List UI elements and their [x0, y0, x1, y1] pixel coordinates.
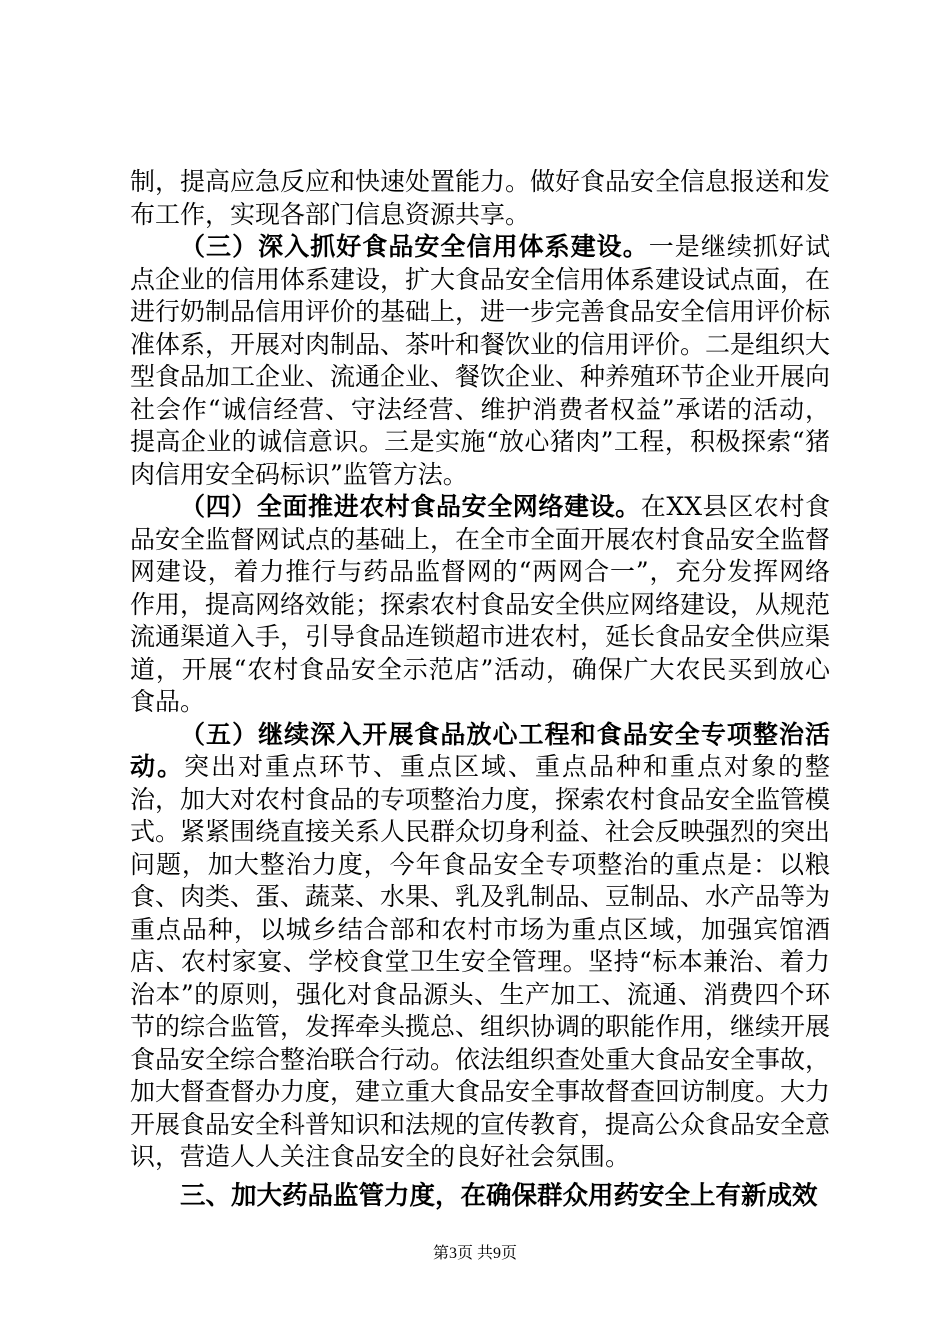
- document-body: [130, 166, 830, 1218]
- paragraph-text: 在XX县区农村食品安全监督网试点的基础上，在全市全面开展农村食品安全监督网建设，着力推行与药品监督网的“两网合一”，充分发挥网络作用，提高网络效能；探索农村食品安全供应网络建设，从规范流通渠道入手，引导食品连锁超市进农村，延长食品安全供应渠道，开展“农村食品安全示范店”活动，确保广大农民买到放心食品。: [130, 492, 831, 716]
- paragraph-text: 突出对重点环节、重点区域、重点品种和重点对象的整治，加大对农村食品的专项整治力度，探索农村食品安全监管模式。紧紧围绕直接关系人民群众切身利益、社会反映强烈的突出问题，加大整治力度，今年食品安全专项整治的重点是：以粮食、肉类、蛋、蔬菜、水果、乳及乳制品、豆制品、水产品等为重点品种，以城乡结合部和农村市场为重点区域，加强宾馆酒店、农村家宴、学校食堂卫生安全管理。坚持“标本兼治、着力治本”的原则，强化对食品源头、生产加工、流通、消费四个环节的综合监管，发挥牵头揽总、组织协调的职能作用，继续开展食品安全综合整治联合行动。依法组织查处重大食品安全事故，加大督查督办力度，建立重大食品安全事故督查回访制度。大力开展食品安全科普知识和法规的宣传教育，提高公众食品安全意识，营造人人关注食品安全的良好社会氛围。: [130, 752, 831, 1171]
- paragraph-lead: （三）深入抓好食品安全信用体系建设。: [180, 232, 649, 261]
- paragraph-rural-network: [130, 491, 830, 719]
- paragraph-text: 一是继续抓好试点企业的信用体系建设，扩大食品安全信用体系建设试点面，在进行奶制品信用评价的基础上，进一步完善食品安全信用评价标准体系，开展对肉制品、茶叶和餐饮业的信用评价。二是组织大型食品加工企业、流通企业、餐饮企业、种养殖环节企业开展向社会作“诚信经营、守法经营、维护消费者权益”承诺的活动，提高企业的诚信意识。三是实施“放心猪肉”工程，积极探索“猪肉信用安全码标识”监管方法。: [130, 232, 831, 489]
- paragraph-credit-system: [130, 231, 830, 491]
- paragraph-continuation: [130, 166, 830, 231]
- paragraph-text: 制，提高应急反应和快速处置能力。做好食品安全信息报送和发布工作，实现各部门信息资源共享。: [130, 167, 831, 229]
- paragraph-lead: （四）全面推进农村食品安全网络建设。: [180, 492, 641, 521]
- paragraph-special-rectification: [130, 719, 830, 1174]
- paragraph-lead: （五）继续深入开展食品放心工程和食品安全专项整治活动。: [130, 719, 830, 781]
- section-heading: 三、加大药品监管力度，在确保群众用药安全上有新成效: [180, 1180, 818, 1211]
- page-footer: 第3页 共9页: [432, 1245, 517, 1262]
